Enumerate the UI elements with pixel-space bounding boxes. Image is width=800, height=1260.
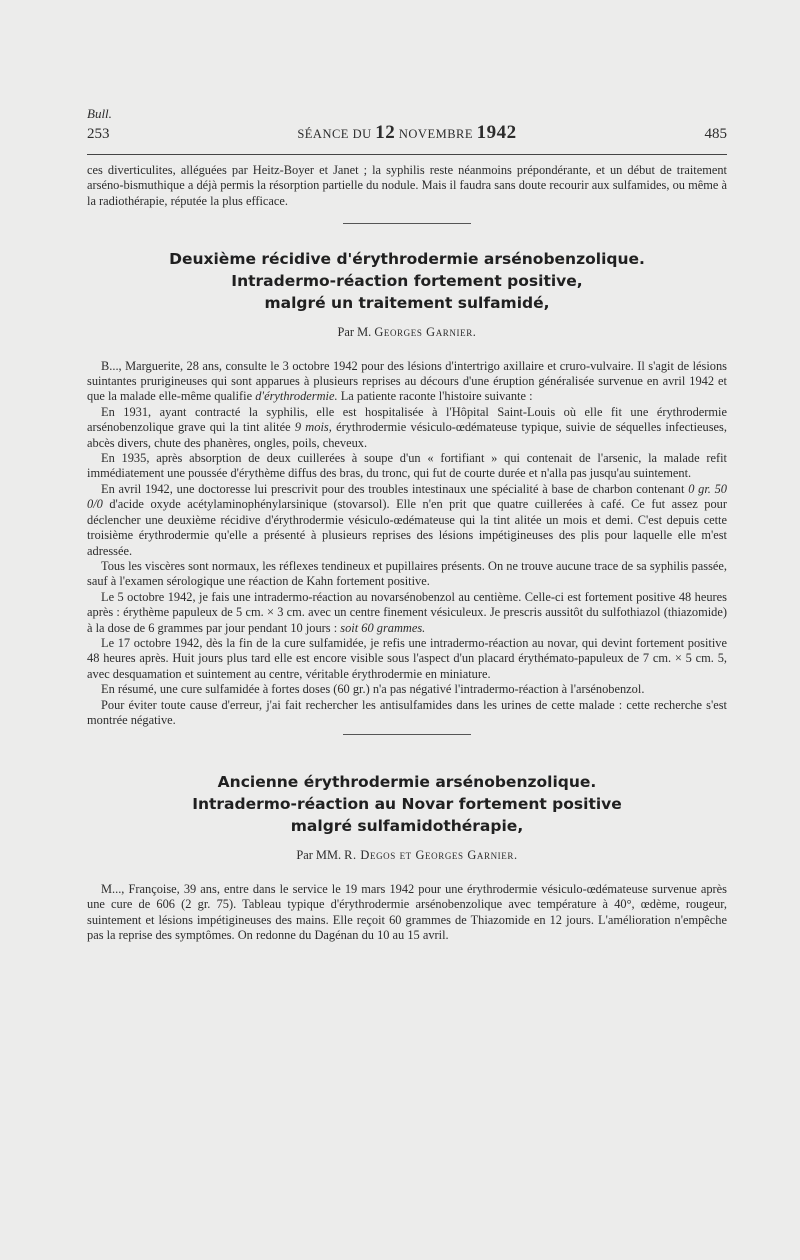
- article1-title-line3: malgré un traitement sulfamidé,: [264, 294, 550, 313]
- page-number-left: 253: [87, 126, 110, 142]
- session-month: NOVEMBRE: [395, 127, 477, 141]
- text-run: En avril 1942, une doctoresse lui prescrivit pour des troubles intestinaux une spécialité à base de charbon contenant: [101, 481, 689, 496]
- article1-title-line1: Deuxième récidive d'érythrodermie arsénobenzolique.: [169, 250, 645, 269]
- body-text: [87, 163, 727, 943]
- text-run-italic: 9 mois,: [294, 420, 332, 435]
- text-run: La patiente raconte l'histoire suivante :: [337, 389, 533, 404]
- article1-paragraph: Pour éviter toute cause d'erreur, j'ai fait rechercher les antisulfamides dans les urines de cette malade : cette recherche s'est montrée négative.: [87, 697, 727, 727]
- article1-paragraph: [87, 590, 727, 636]
- article1-title: [87, 248, 727, 314]
- article2-authors: R. Degos et Georges Garnier.: [344, 848, 518, 863]
- session-prefix: SÉANCE DU: [297, 127, 376, 141]
- article1-paragraph: Le 17 octobre 1942, dès la fin de la cure sulfamidée, je refis une intradermo-réaction au novar, qui devint fortement positive 48 heures après. Huit jours plus tard elle est encore visible sous l'aspect d'un placard érythémato-papuleux de 7 cm. × 5 cm. 5, avec desquamation et suintement au centre, véritable érythrodermie en miniature.: [87, 635, 727, 681]
- session-year: 1942: [476, 122, 517, 143]
- article2-title-line1: Ancienne érythrodermie arsénobenzolique.: [217, 773, 597, 792]
- article1-paragraph: En résumé, une cure sulfamidée à fortes doses (60 gr.) n'a pas négativé l'intradermo-réaction à l'arsénobenzol.: [101, 682, 645, 697]
- article2-paragraph: M..., Françoise, 39 ans, entre dans le service le 19 mars 1942 pour une érythrodermie vésiculo-œdémateuse survenue après une cure de 606 (2 gr. 75). Tableau typique d'érythrodermie arsénobenzolique avec température à 40°, œdème, rougeur, suintement et lésions impétigineuses des mains. Elle reçoit 60 grammes de Thiazomide en 12 jours. L'amélioration n'empêche pas la reprise des symptômes. On redonne du Dagénan du 10 au 15 avril.: [87, 881, 727, 942]
- journal-abbreviation: Bull.: [87, 106, 112, 121]
- article2-title: [87, 771, 727, 837]
- text-run: érythrodermie vésiculo-œdémateuse typique, suivie de séquelles infectieuses, abcès divers, chute des phanères, ongles, poils, cheveux.: [87, 420, 727, 450]
- article2-title-line2: Intradermo-réaction au Novar fortement positive: [192, 795, 622, 814]
- article1-byline: [87, 325, 727, 340]
- text-run-italic: soit 60 grammes.: [340, 620, 426, 635]
- article1-paragraph: En 1935, après absorption de deux cuillerées à soupe d'un « fortifiant » qui contenait de l'arsenic, la malade refit immédiatement une poussée d'érythème diffus des bras, du tronc, qui fut de courte durée et n'alla pas jusqu'au suintement.: [87, 451, 727, 481]
- section-divider: [343, 734, 471, 735]
- section-divider: [343, 223, 471, 224]
- session-title: [297, 122, 516, 144]
- text-run: Le 5 octobre 1942, je fais une intradermo-réaction au novarsénobenzol au centième. Celle-ci est fortement positive 48 heures après : érythème papuleux de 5 cm. × 3 cm. avec un centre finement vésiculeux. Je prescris aussitôt du sulfothiazol (thiazomide) à la dose de 6 grammes par jour pendant 10 jours :: [87, 589, 727, 635]
- article1-title-line2: Intradermo-réaction fortement positive,: [231, 272, 583, 291]
- text-run-italic: d'érythrodermie.: [255, 389, 338, 404]
- running-header: [87, 122, 727, 144]
- article2-byline-prefix: Par MM.: [296, 848, 345, 863]
- article1-author: Georges Garnier.: [374, 325, 477, 340]
- article2-byline: [87, 848, 727, 863]
- page-number-right: 485: [704, 126, 727, 142]
- text-run: d'acide oxyde acétylaminophénylarsinique (stovarsol). Elle n'en prit que quatre cuillerées à café. Ce fut assez pour déclencher une deuxième récidive d'érythrodermie vésiculo-œdémateuse qui la tint alitée un mois et demi. C'est depuis cette troisième érythrodermie qu'elle a présenté à plusieurs reprises des lésions impétigineuses des plis pour laquelle elle m'est adressée.: [87, 497, 727, 558]
- text-run: B..., Marguerite, 28 ans, consulte le 3 octobre 1942 pour des lésions d'intertrigo axillaire et cruro-vulvaire. Il s'agit de lésions suintantes prurigineuses qui sont apparues à plusieurs reprises au décours d'une éruption généralisée survenue en avril 1942 et que la malade elle-même qualifie: [87, 358, 727, 404]
- text-run-italic: 0 gr. 50 0/0: [87, 481, 727, 512]
- header-rule: [87, 154, 727, 155]
- article1-paragraph: [87, 482, 727, 559]
- intro-paragraph: ces diverticulites, alléguées par Heitz-Boyer et Janet ; la syphilis reste néanmoins prépondérante, et un début de traitement arséno-bismuthique a déjà permis la résorption partielle du nodule. Mais il faudra sans doute recourir aux sulfamides, ou même à la radiothérapie, réputée la plus efficace.: [87, 163, 727, 208]
- article2-title-line3: malgré sulfamidothérapie,: [290, 817, 524, 836]
- session-day: 12: [375, 122, 396, 143]
- article1-paragraph: [87, 405, 727, 451]
- article1-paragraph: [87, 359, 727, 405]
- article1-paragraph: Tous les viscères sont normaux, les réflexes tendineux et pupillaires présents. On ne trouve aucune trace de sa syphilis passée, sauf à l'examen sérologique une réaction de Kahn fortement positive.: [87, 558, 727, 589]
- text-run: En 1931, ayant contracté la syphilis, elle est hospitalisée à l'Hôpital Saint-Louis où elle fit une érythrodermie arsénobenzolique grave qui la tint alitée: [87, 404, 727, 435]
- article1-byline-prefix: Par M.: [337, 325, 375, 340]
